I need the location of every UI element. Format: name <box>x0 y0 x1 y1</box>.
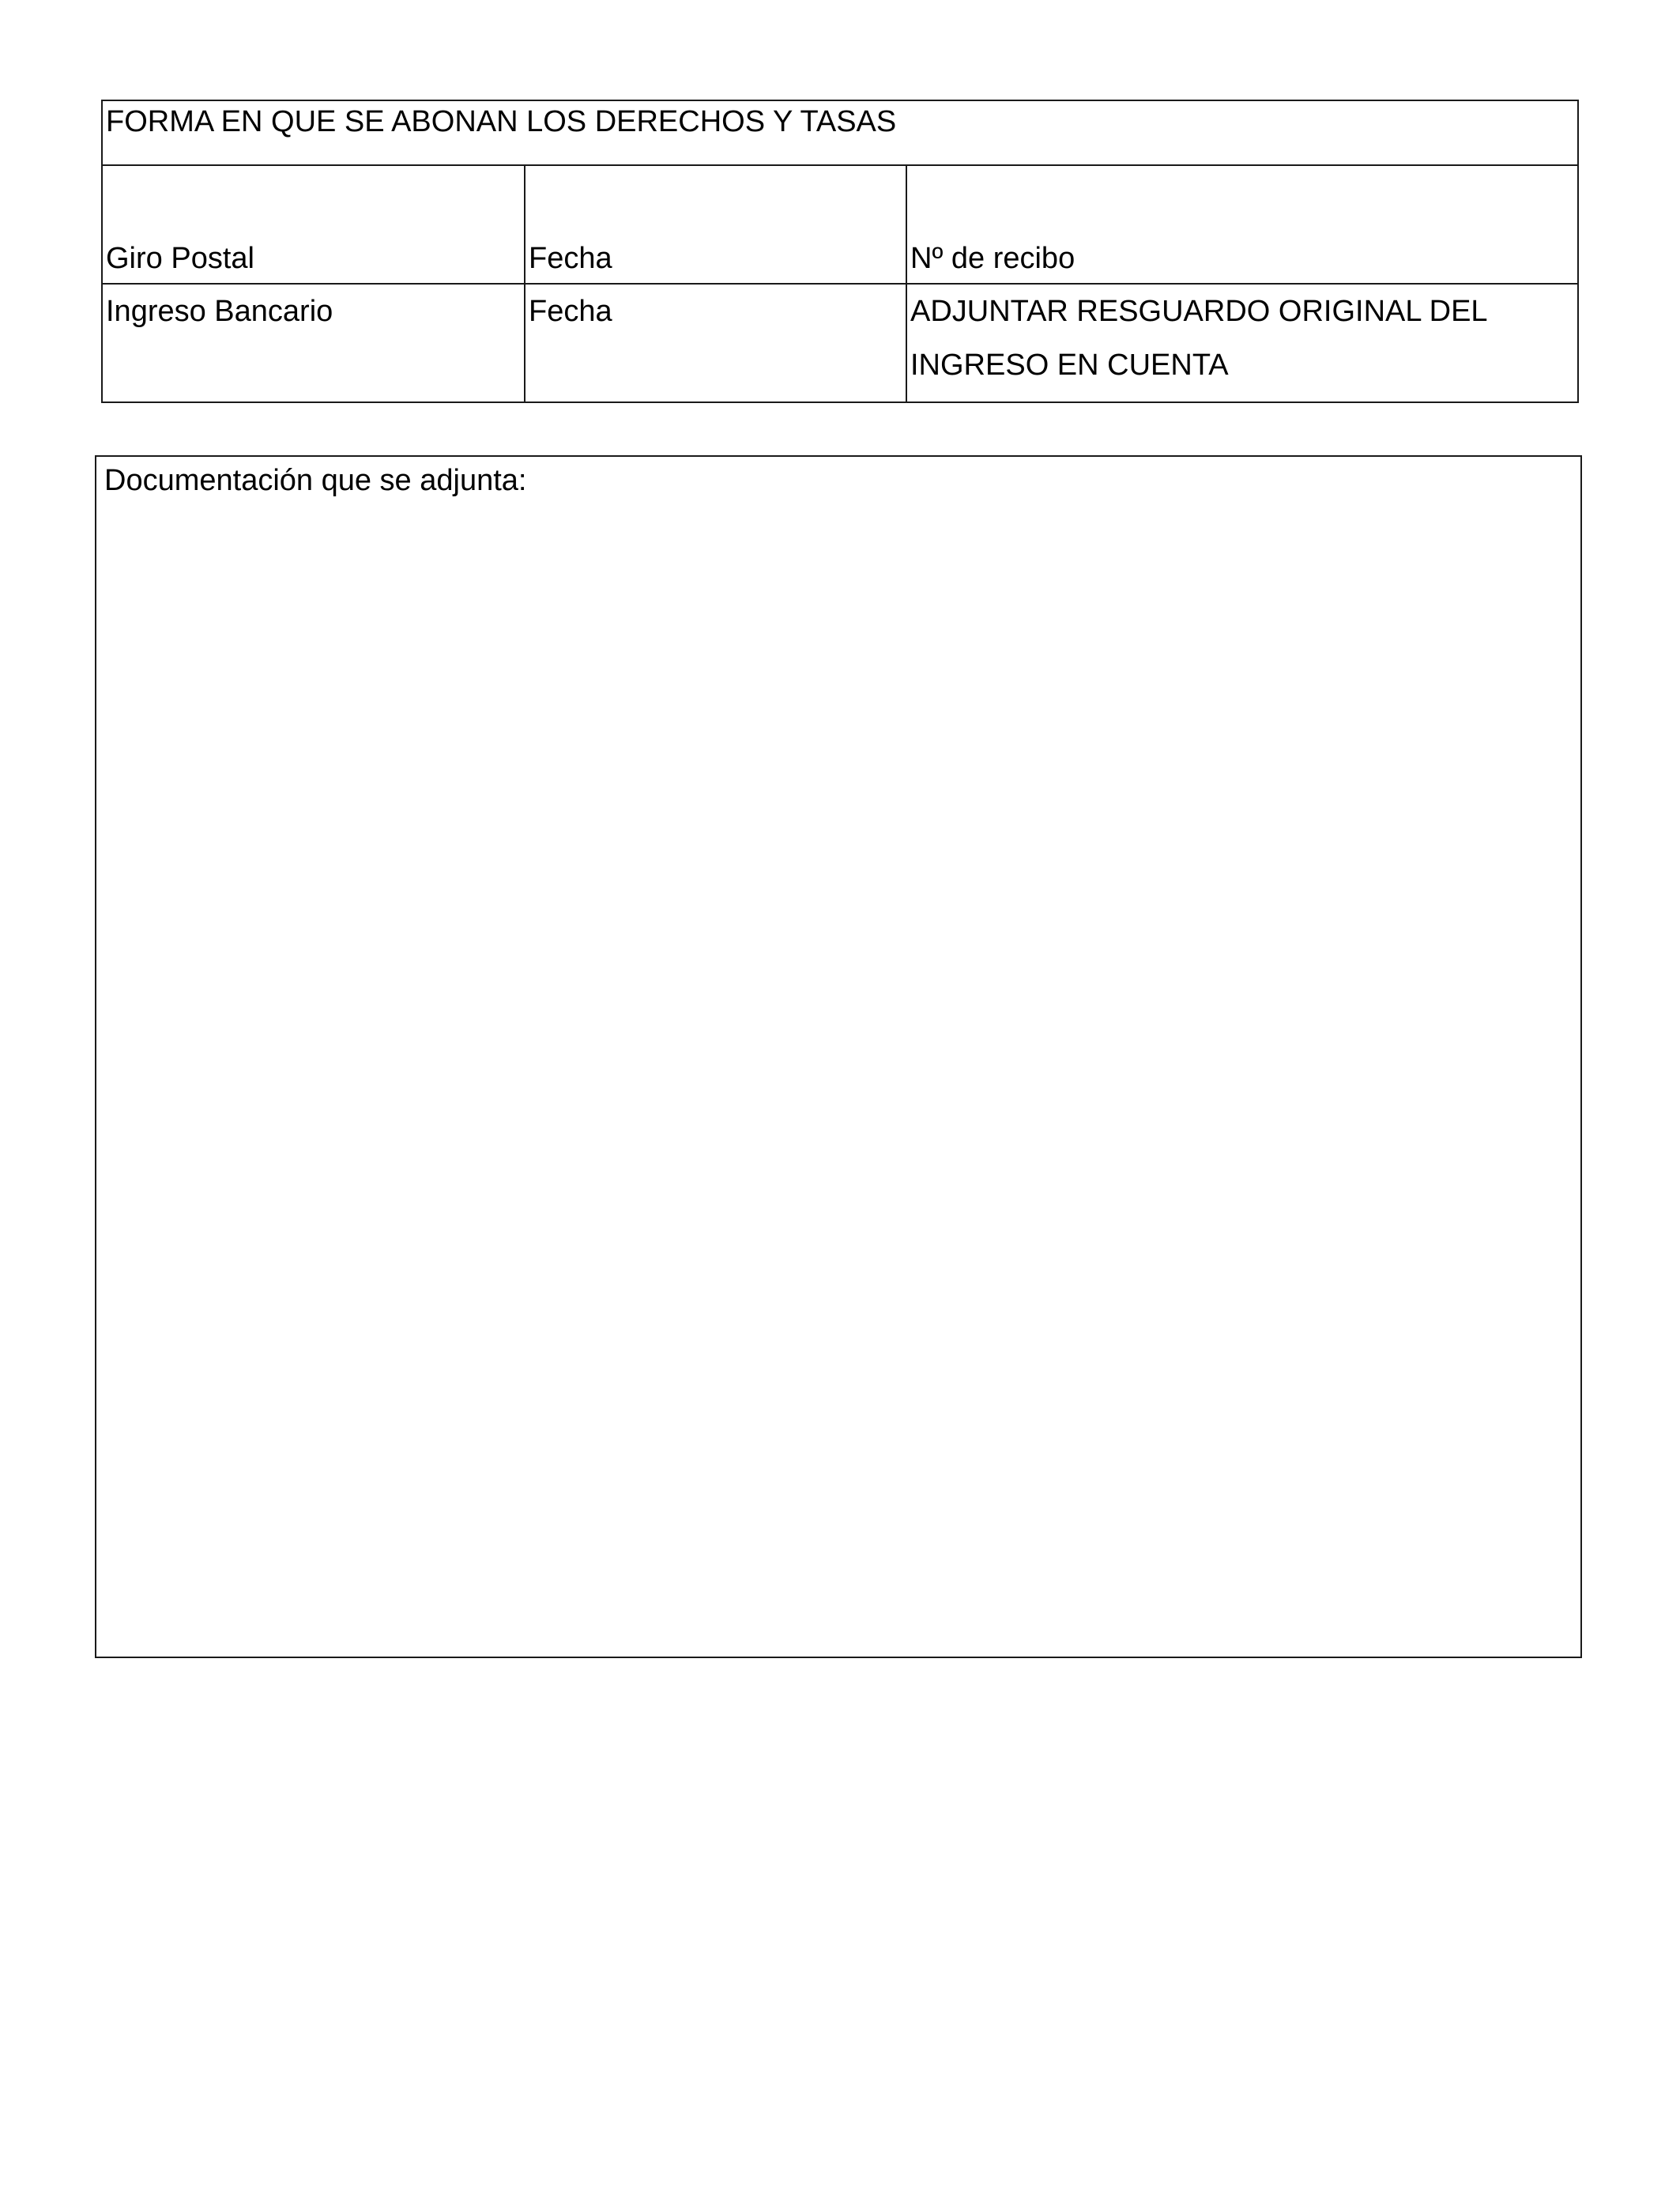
receipt-number-field[interactable]: Nº de recibo <box>906 165 1578 284</box>
payment-section-title: FORMA EN QUE SE ABONAN LOS DERECHOS Y TASAS <box>102 100 1578 165</box>
giro-postal-row <box>102 165 1578 284</box>
payment-method-table <box>101 100 1579 403</box>
ingreso-bancario-date-field[interactable]: Fecha <box>525 284 906 402</box>
giro-postal-label: Giro Postal <box>102 165 525 284</box>
payment-title-row <box>102 100 1578 165</box>
ingreso-bancario-label: Ingreso Bancario <box>102 284 525 402</box>
attached-documentation-label: Documentación que se adjunta: <box>104 464 527 497</box>
attach-receipt-instruction <box>906 284 1578 402</box>
attach-instruction-line-1: ADJUNTAR RESGUARDO ORIGINAL DEL <box>910 295 1488 328</box>
giro-postal-date-field[interactable]: Fecha <box>525 165 906 284</box>
ingreso-bancario-row <box>102 284 1578 402</box>
attached-documentation-box[interactable] <box>95 455 1582 1658</box>
attach-instruction-line-2: INGRESO EN CUENTA <box>910 349 1229 382</box>
